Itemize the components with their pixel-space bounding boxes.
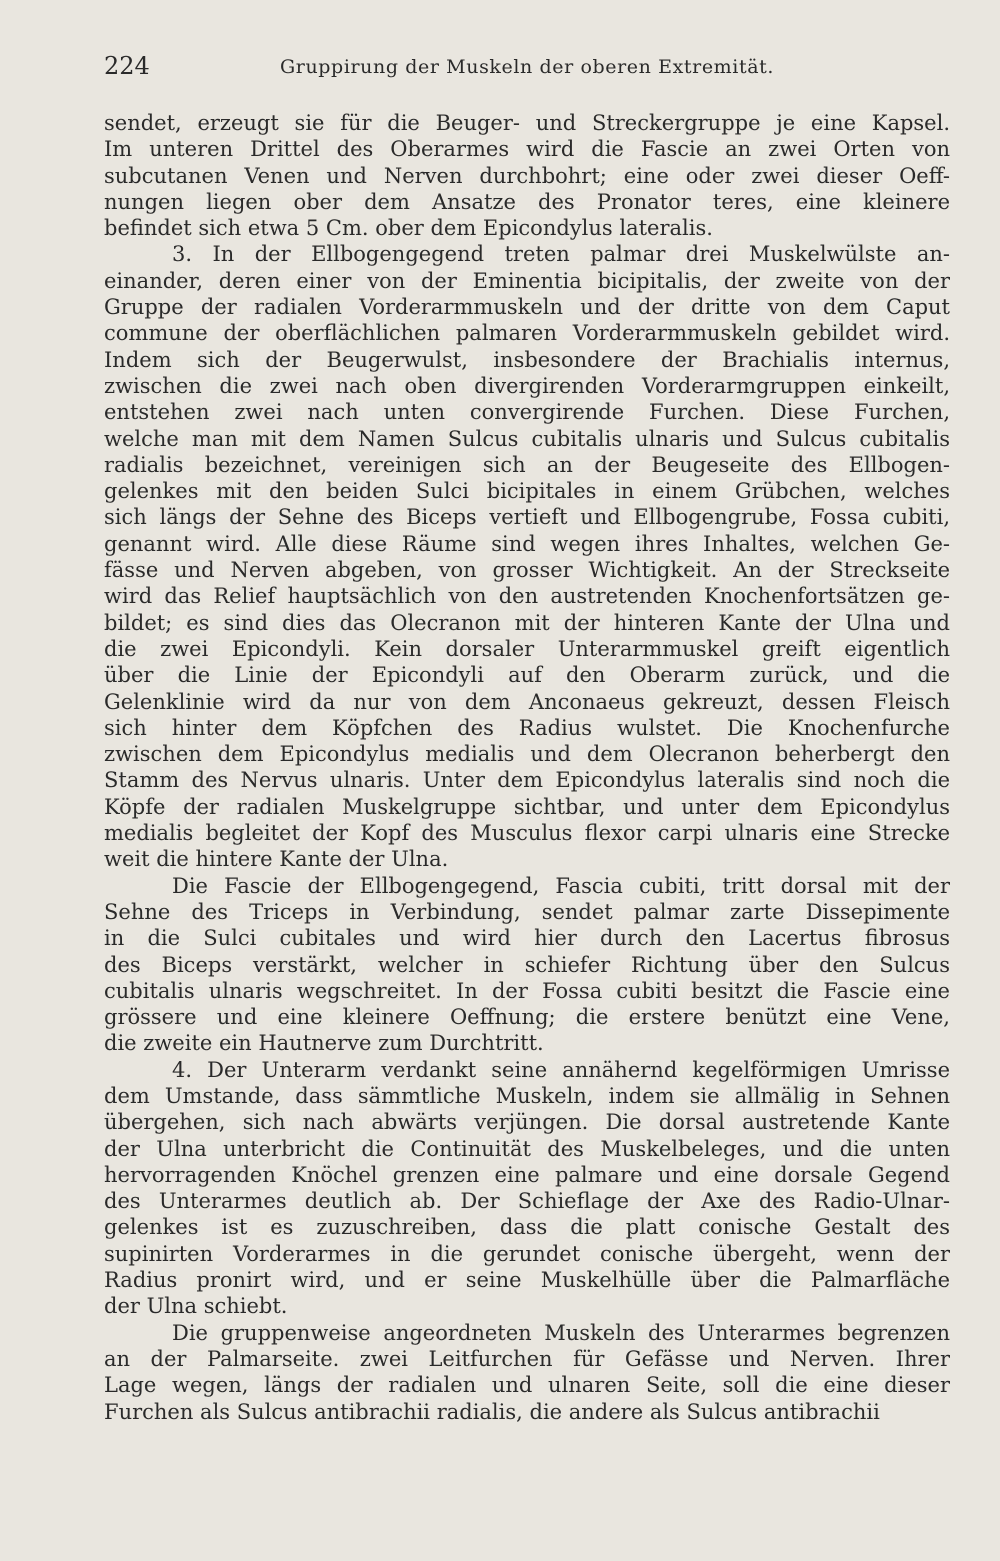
text-line: gelenkes ist es zuzuschreiben, dass die platt conische Gestalt des [104,1215,950,1240]
text-line: welche man mit dem Namen Sulcus cubitalis ulnaris und Sulcus cubitalis [104,426,950,451]
text-line: befindet sich etwa 5 Cm. ober dem Epicondylus lateralis. [104,216,713,241]
text-line: die zweite ein Hautnerve zum Durchtritt. [104,1031,544,1056]
page-header [104,52,950,88]
body-text [104,110,950,1425]
text-line: commune der oberflächlichen palmaren Vorderarmmuskeln gebildet wird. [104,321,950,346]
text-line: grössere und eine kleinere Oeffnung; die erstere benützt eine Vene, [104,1005,950,1030]
text-line: Im unteren Drittel des Oberarmes wird die Fascie an zwei Orten von [104,137,950,162]
text-line: einander, deren einer von der Eminentia bicipitalis, der zweite von der [104,268,950,293]
text-line: 4. Der Unterarm verdankt seine annähernd kegelförmigen Umrisse [172,1057,950,1082]
text-line: sendet, erzeugt sie für die Beuger- und Streckergruppe je eine Kapsel. [104,111,950,135]
text-line: zwischen dem Epicondylus medialis und dem Olecranon beherbergt den [104,742,950,767]
text-line: Köpfe der radialen Muskelgruppe sichtbar, und unter dem Epicondylus [104,794,950,819]
text-line: Radius pronirt wird, und er seine Muskelhülle über die Palmarfläche [104,1268,950,1293]
text-line: übergehen, sich nach abwärts verjüngen. Die dorsal austretende Kante [104,1110,950,1135]
text-line: in die Sulci cubitales und wird hier durch den Lacertus fibrosus [104,926,950,951]
text-line: wird das Relief hauptsächlich von den austretenden Knochenfortsätzen ge- [104,584,950,609]
text-line: zwischen die zwei nach oben divergirenden Vorderarmgruppen einkeilt, [104,373,950,398]
text-line: Die gruppenweise angeordneten Muskeln des Unterarmes begrenzen [172,1320,950,1345]
text-line: dem Umstande, dass sämmtliche Muskeln, indem sie allmälig in Sehnen [104,1083,950,1108]
text-line: Indem sich der Beugerwulst, insbesondere der Brachialis internus, [104,347,950,372]
text-line: die zwei Epicondyli. Kein dorsaler Unterarmmuskel greift eigentlich [104,636,950,661]
text-line: sich hinter dem Köpfchen des Radius wulstet. Die Knochenfurche [104,715,950,740]
text-line: entstehen zwei nach unten convergirende Furchen. Diese Furchen, [104,400,950,425]
text-line: 3. In der Ellbogengegend treten palmar drei Muskelwülste an- [172,242,950,267]
page-number: 224 [104,52,150,80]
text-line: des Biceps verstärkt, welcher in schiefer Richtung über den Sulcus [104,952,950,977]
text-line: Stamm des Nervus ulnaris. Unter dem Epicondylus lateralis sind noch die [104,768,950,793]
text-line: gelenkes mit den beiden Sulci bicipitales in einem Grübchen, welches [104,479,950,504]
text-line: Die Fascie der Ellbogengegend, Fascia cubiti, tritt dorsal mit der [172,873,950,898]
text-line: supinirten Vorderarmes in die gerundet conische übergeht, wenn der [104,1241,950,1266]
text-line: subcutanen Venen und Nerven durchbohrt; eine oder zwei dieser Oeff- [104,163,950,188]
text-line: über die Linie der Epicondyli auf den Oberarm zurück, und die [104,663,950,688]
text-line: des Unterarmes deutlich ab. Der Schieflage der Axe des Radio-Ulnar- [104,1189,950,1214]
text-line: sich längs der Sehne des Biceps vertieft und Ellbogengrube, Fossa cubiti, [104,505,950,530]
text-line: nungen liegen ober dem Ansatze des Pronator teres, eine kleinere [104,189,950,214]
text-line: genannt wird. Alle diese Räume sind wegen ihres Inhaltes, welchen Ge- [104,531,950,556]
text-line: Gelenklinie wird da nur von dem Anconaeus gekreuzt, dessen Fleisch [104,689,950,714]
text-line: medialis begleitet der Kopf des Musculus flexor carpi ulnaris eine Strecke [104,821,950,846]
text-line: fässe und Nerven abgeben, von grosser Wichtigkeit. An der Streckseite [104,558,950,583]
text-line: der Ulna unterbricht die Continuität des Muskelbeleges, und die unten [104,1136,950,1161]
text-line: an der Palmarseite. zwei Leitfurchen für Gefässe und Nerven. Ihrer [104,1346,950,1371]
text-line: Gruppe der radialen Vorderarmmuskeln und der dritte von dem Caput [104,295,950,320]
text-line: radialis bezeichnet, vereinigen sich an der Beugeseite des Ellbogen- [104,452,950,477]
text-line: cubitalis ulnaris wegschreitet. In der Fossa cubiti besitzt die Fascie eine [104,978,950,1003]
running-title: Gruppirung der Muskeln der oberen Extremität. [280,56,774,78]
text-line: Lage wegen, längs der radialen und ulnaren Seite, soll die eine dieser [104,1373,950,1398]
text-line: Furchen als Sulcus antibrachii radialis, die andere als Sulcus antibrachii [104,1399,880,1424]
text-line: bildet; es sind dies das Olecranon mit der hinteren Kante der Ulna und [104,610,950,635]
text-line: Sehne des Triceps in Verbindung, sendet palmar zarte Dissepimente [104,899,950,924]
text-line: hervorragenden Knöchel grenzen eine palmare und eine dorsale Gegend [104,1162,950,1187]
text-line: der Ulna schiebt. [104,1294,288,1319]
text-line: weit die hintere Kante der Ulna. [104,847,449,872]
